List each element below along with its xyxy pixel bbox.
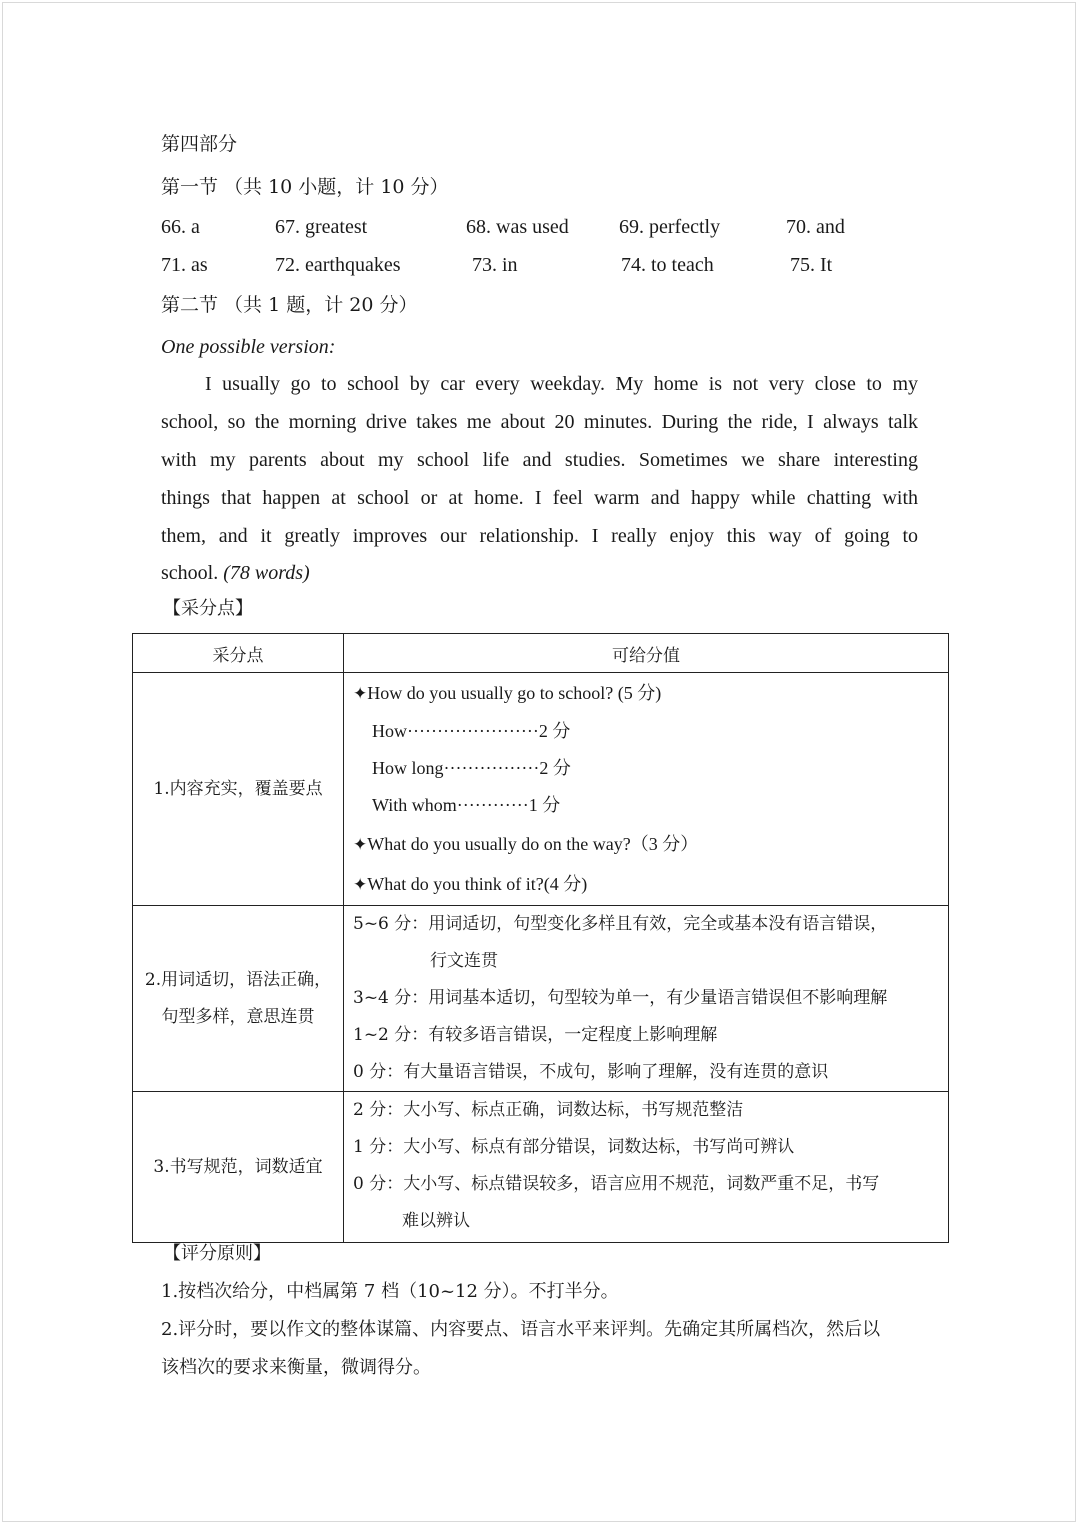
rubric-category-content: 1.内容充实，覆盖要点: [133, 673, 344, 906]
band-0: 0 分：有大量语言错误，不成句，影响了理解，没有连贯的意识: [353, 1062, 829, 1082]
criterion-text: What do you think of it?(4 分): [367, 874, 588, 894]
scoring-points-heading: 【采分点】: [163, 598, 253, 619]
writing-band-2: 2 分：大小写、标点正确，词数达标，书写规范整洁: [353, 1100, 744, 1120]
answer-75: 75. It: [790, 254, 833, 276]
star-icon: ✦: [353, 684, 368, 704]
star-icon: ✦: [353, 875, 368, 895]
part2-heading: 第二节 （共 1 题，计 20 分）: [161, 294, 418, 316]
criterion-question-1: [344, 673, 948, 713]
essay-line: with my parents about my school life and studies. Sometimes we share interesting: [161, 449, 918, 471]
criterion-question-2: [344, 824, 948, 864]
word-count: (78 words): [223, 562, 310, 584]
category-line: 2.用词适切，语法正确，: [144, 969, 332, 990]
rubric-category-writing: 3.书写规范，词数适宜: [133, 1092, 344, 1243]
criterion-text: What do you usually do on the way?（3 分）: [367, 834, 699, 854]
star-icon: ✦: [353, 835, 368, 855]
band-5-6: 5~6 分：用词适切，句型变化多样且有效，完全或基本没有语言错误，: [353, 914, 888, 934]
rubric-header-row: [133, 634, 949, 673]
category-line: 句型多样，意思连贯: [161, 1006, 315, 1027]
answer-68: 68. was used: [466, 216, 569, 238]
writing-band-0-cont: 难以辨认: [402, 1211, 470, 1231]
principle-2-line-2: 该档次的要求来衡量，微调得分。: [161, 1357, 431, 1378]
writing-band-1: 1 分：大小写、标点有部分错误，词数达标，书写尚可辨认: [353, 1137, 795, 1157]
rubric-header-category: 采分点: [133, 634, 344, 673]
principle-1: 1.按档次给分，中档属第 7 档（10~12 分）。不打半分。: [161, 1281, 619, 1302]
rubric-header-points: 可给分值: [344, 634, 949, 673]
answer-66: 66. a: [161, 216, 200, 238]
essay-line: them, and it greatly improves our relationship. I really enjoy this way of going to: [161, 525, 918, 547]
principles-heading: 【评分原则】: [163, 1243, 271, 1264]
principle-2-line-1: 2.评分时，要以作文的整体谋篇、内容要点、语言水平来评判。先确定其所属档次，然后以: [161, 1319, 881, 1340]
section-heading: 第四部分: [161, 133, 238, 155]
essay-line-text: school.: [161, 562, 219, 584]
criterion-how-long: How long················2 分: [372, 758, 571, 778]
rubric-table: [132, 633, 949, 1243]
essay-line: school, so the morning drive takes me about 20 minutes. During the ride, I always talk: [161, 411, 918, 433]
version-label: One possible version:: [161, 336, 336, 358]
band-3-4: 3~4 分：用词基本适切，句型较为单一，有少量语言错误但不影响理解: [353, 988, 888, 1008]
answer-74: 74. to teach: [621, 254, 714, 276]
band-1-2: 1~2 分：有较多语言错误，一定程度上影响理解: [353, 1025, 718, 1045]
rubric-row-content: [133, 673, 949, 906]
writing-band-0: 0 分：大小写、标点错误较多，语言应用不规范，词数严重不足，书写: [353, 1174, 880, 1194]
answers-row-1: [0, 216, 1080, 242]
answer-73: 73. in: [472, 254, 518, 276]
criterion-how: How······················2 分: [372, 721, 571, 741]
essay-line: things that happen at school or at home. I feel warm and happy while chatting with: [161, 487, 918, 509]
rubric-criteria-writing: [344, 1092, 949, 1243]
rubric-row-writing: [133, 1092, 949, 1243]
criterion-text: How do you usually go to school? (5 分): [367, 683, 662, 703]
answer-71: 71. as: [161, 254, 208, 276]
answer-69: 69. perfectly: [619, 216, 721, 238]
rubric-row-language: [133, 906, 949, 1092]
criterion-question-3: [344, 864, 948, 904]
answer-70: 70. and: [786, 216, 845, 238]
rubric-category-language: [133, 906, 344, 1092]
part1-heading: 第一节 （共 10 小题，计 10 分）: [161, 176, 449, 198]
answers-row-2: [0, 254, 1080, 280]
answer-67: 67. greatest: [275, 216, 368, 238]
criterion-with-whom: With whom············1 分: [372, 795, 561, 815]
answer-72: 72. earthquakes: [275, 254, 401, 276]
band-5-6-cont: 行文连贯: [430, 951, 498, 971]
rubric-criteria-language: [344, 906, 949, 1092]
essay-line: I usually go to school by car every weekday. My home is not very close to my: [205, 373, 918, 395]
essay-line-last: [161, 560, 310, 586]
rubric-criteria-content: [344, 673, 949, 906]
